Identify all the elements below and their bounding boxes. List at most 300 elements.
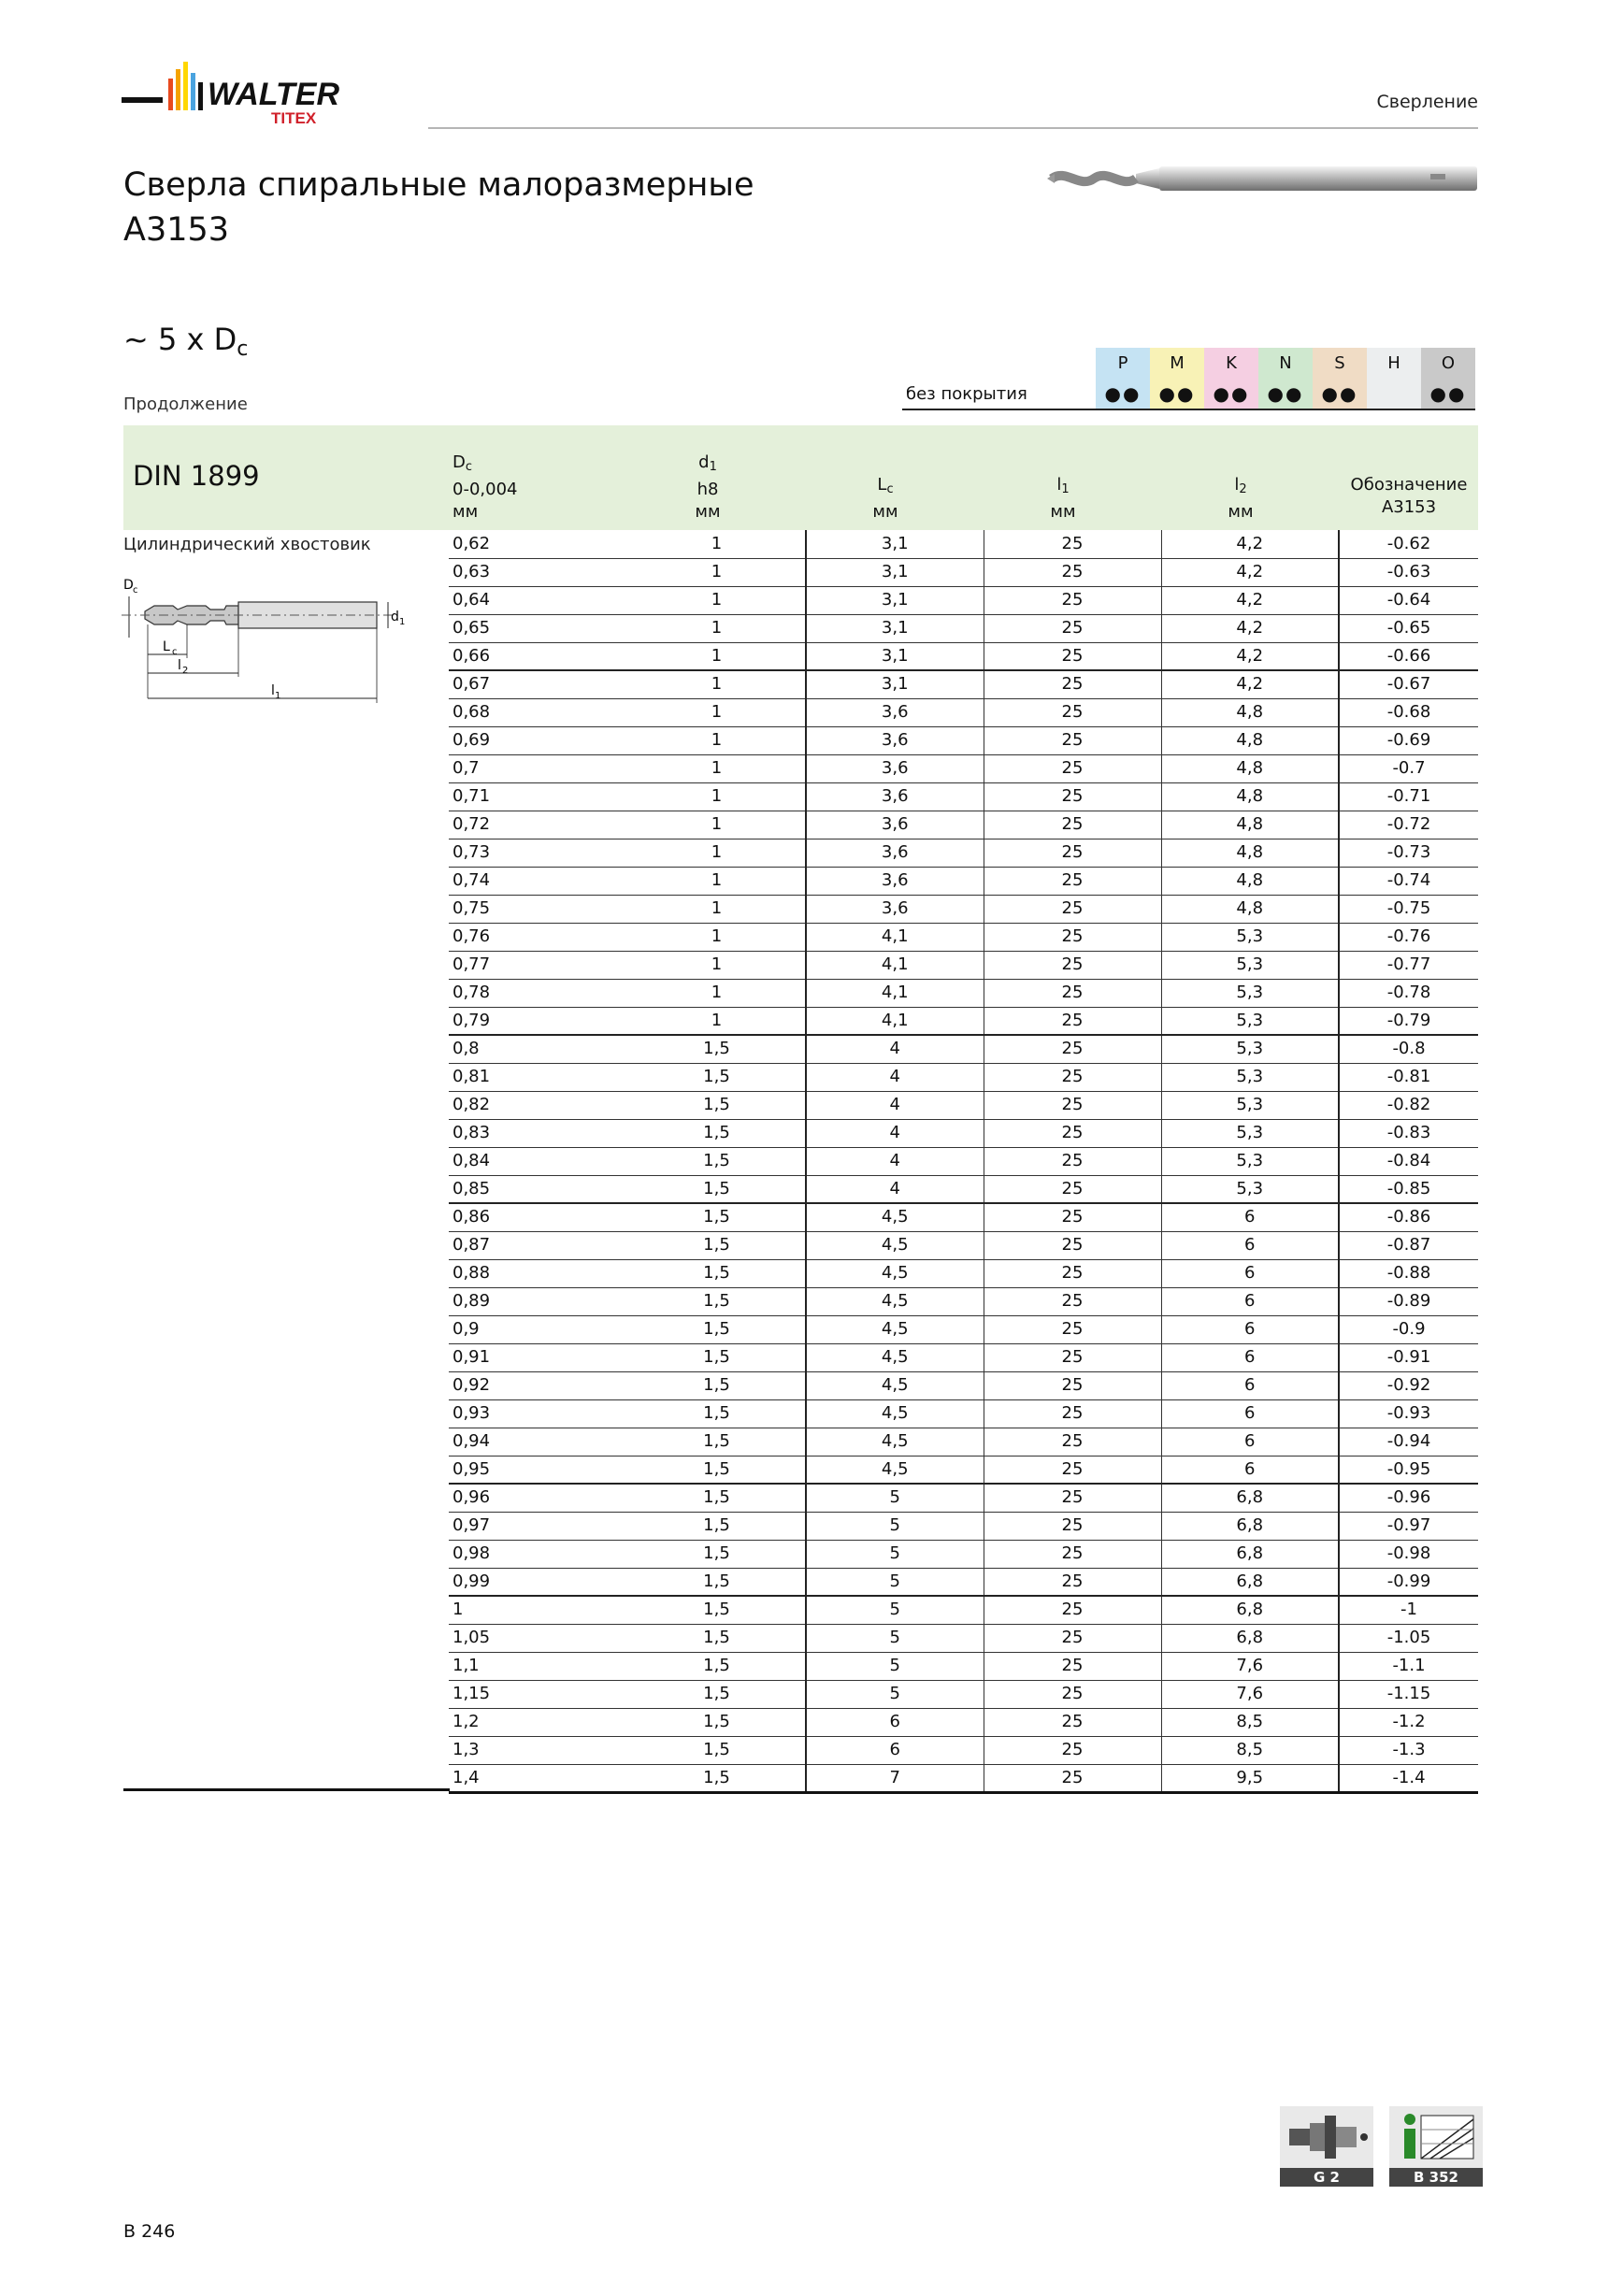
cell-l2: 4,8 — [1161, 754, 1339, 782]
cell-lc: 4,1 — [806, 923, 984, 951]
cell-designation: -1.1 — [1339, 1652, 1478, 1680]
cell-lc: 6 — [806, 1736, 984, 1764]
cell-dc: 0,96 — [449, 1484, 628, 1512]
cell-dc: 0,87 — [449, 1231, 628, 1259]
cell-l2: 6,8 — [1161, 1568, 1339, 1596]
cell-l1: 25 — [984, 1315, 1161, 1343]
cell-dc: 0,92 — [449, 1371, 628, 1399]
continuation-label: Продолжение — [123, 395, 248, 414]
cell-l1: 25 — [984, 1428, 1161, 1456]
cell-dc: 0,7 — [449, 754, 628, 782]
cell-d1: 1 — [628, 867, 806, 895]
cell-dc: 0,98 — [449, 1540, 628, 1568]
table-row — [449, 1007, 1478, 1035]
cell-d1: 1,5 — [628, 1371, 806, 1399]
cell-lc: 5 — [806, 1624, 984, 1652]
cell-l1: 25 — [984, 1063, 1161, 1091]
cell-l2: 5,3 — [1161, 951, 1339, 979]
cell-l1: 25 — [984, 1680, 1161, 1708]
cell-l2: 7,6 — [1161, 1652, 1339, 1680]
mat-s: S — [1313, 348, 1367, 379]
cell-designation: -1 — [1339, 1596, 1478, 1624]
coating-label: без покрытия — [902, 379, 1096, 409]
cell-dc: 1,15 — [449, 1680, 628, 1708]
cell-dc: 0,69 — [449, 726, 628, 754]
cell-l2: 4,8 — [1161, 839, 1339, 867]
cell-l1: 25 — [984, 1484, 1161, 1512]
table-row — [449, 811, 1478, 839]
mat-h: H — [1367, 348, 1421, 379]
cell-l1: 25 — [984, 1259, 1161, 1287]
cell-l1: 25 — [984, 642, 1161, 670]
cell-l2: 5,3 — [1161, 1175, 1339, 1203]
cell-dc: 0,84 — [449, 1147, 628, 1175]
table-row — [449, 895, 1478, 923]
cell-lc: 3,1 — [806, 642, 984, 670]
cell-d1: 1,5 — [628, 1035, 806, 1063]
cell-lc: 3,6 — [806, 698, 984, 726]
cell-designation: -0.78 — [1339, 979, 1478, 1007]
cell-d1: 1 — [628, 839, 806, 867]
cell-dc: 0,99 — [449, 1568, 628, 1596]
cell-lc: 4,5 — [806, 1371, 984, 1399]
cell-l1: 25 — [984, 670, 1161, 698]
cell-dc: 0,65 — [449, 614, 628, 642]
cell-l1: 25 — [984, 1091, 1161, 1119]
cell-designation: -0.83 — [1339, 1119, 1478, 1147]
cell-l1: 25 — [984, 558, 1161, 586]
cell-designation: -0.92 — [1339, 1371, 1478, 1399]
page-title — [123, 163, 754, 252]
table-row — [449, 867, 1478, 895]
cell-l1: 25 — [984, 1203, 1161, 1231]
badge-g2-label: G 2 — [1280, 2168, 1373, 2187]
header-divider — [428, 127, 1478, 129]
logo-brand: WALTER — [208, 77, 340, 112]
cell-lc: 4,1 — [806, 979, 984, 1007]
cell-designation: -1.3 — [1339, 1736, 1478, 1764]
cell-lc: 4,1 — [806, 1007, 984, 1035]
dots-h — [1367, 379, 1421, 409]
table-header — [123, 425, 1478, 530]
cell-designation: -0.91 — [1339, 1343, 1478, 1371]
cell-lc: 4 — [806, 1063, 984, 1091]
cell-d1: 1 — [628, 586, 806, 614]
cell-l1: 25 — [984, 979, 1161, 1007]
cell-l2: 4,2 — [1161, 586, 1339, 614]
cell-lc: 3,1 — [806, 586, 984, 614]
cell-dc: 0,88 — [449, 1259, 628, 1287]
table-row — [449, 923, 1478, 951]
table-row — [449, 1540, 1478, 1568]
cell-dc: 1,1 — [449, 1652, 628, 1680]
table-row — [449, 586, 1478, 614]
cell-designation: -0.8 — [1339, 1035, 1478, 1063]
cell-d1: 1 — [628, 923, 806, 951]
title-line1: Сверла спиральные малоразмерные — [123, 166, 754, 204]
cell-d1: 1,5 — [628, 1315, 806, 1343]
table-row — [449, 1147, 1478, 1175]
cell-l2: 4,8 — [1161, 698, 1339, 726]
table-row — [449, 782, 1478, 811]
cell-l1: 25 — [984, 1764, 1161, 1792]
page-number: B 246 — [123, 2221, 176, 2242]
cell-l2: 6 — [1161, 1315, 1339, 1343]
cell-l1: 25 — [984, 1512, 1161, 1540]
cell-designation: -0.98 — [1339, 1540, 1478, 1568]
cell-d1: 1,5 — [628, 1231, 806, 1259]
cell-designation: -0.99 — [1339, 1568, 1478, 1596]
cell-d1: 1,5 — [628, 1259, 806, 1287]
table-row — [449, 754, 1478, 782]
dots-n: ●● — [1258, 379, 1313, 409]
cell-dc: 0,77 — [449, 951, 628, 979]
cell-dc: 1,05 — [449, 1624, 628, 1652]
cell-designation: -0.79 — [1339, 1007, 1478, 1035]
cell-d1: 1 — [628, 726, 806, 754]
cell-l1: 25 — [984, 811, 1161, 839]
cell-l2: 5,3 — [1161, 1035, 1339, 1063]
cell-dc: 0,71 — [449, 782, 628, 811]
cell-l1: 25 — [984, 1624, 1161, 1652]
cell-d1: 1,5 — [628, 1287, 806, 1315]
cell-l1: 25 — [984, 1147, 1161, 1175]
cell-lc: 5 — [806, 1596, 984, 1624]
table-row — [449, 1119, 1478, 1147]
mat-p: P — [1096, 348, 1150, 379]
cell-designation: -0.88 — [1339, 1259, 1478, 1287]
cell-dc: 0,63 — [449, 558, 628, 586]
cell-l2: 4,8 — [1161, 811, 1339, 839]
table-row — [449, 951, 1478, 979]
cell-lc: 4 — [806, 1035, 984, 1063]
walter-titex-logo — [122, 62, 402, 129]
table-row — [449, 1456, 1478, 1484]
ratio-sub: c — [237, 337, 249, 361]
cell-lc: 4,5 — [806, 1231, 984, 1259]
table-row — [449, 1259, 1478, 1287]
svg-text:D: D — [123, 578, 134, 593]
table-row — [449, 1203, 1478, 1231]
cell-dc: 0,67 — [449, 670, 628, 698]
cell-d1: 1 — [628, 951, 806, 979]
mat-n: N — [1258, 348, 1313, 379]
material-matrix — [902, 348, 1475, 410]
cell-l1: 25 — [984, 1175, 1161, 1203]
dots-k: ●● — [1204, 379, 1258, 409]
cell-dc: 1,2 — [449, 1708, 628, 1736]
cell-d1: 1,5 — [628, 1484, 806, 1512]
cell-designation: -1.05 — [1339, 1624, 1478, 1652]
cell-lc: 5 — [806, 1512, 984, 1540]
cell-dc: 0,9 — [449, 1315, 628, 1343]
table-row — [449, 1035, 1478, 1063]
cell-designation: -0.94 — [1339, 1428, 1478, 1456]
cell-d1: 1 — [628, 614, 806, 642]
cell-l2: 9,5 — [1161, 1764, 1339, 1792]
cell-lc: 3,6 — [806, 839, 984, 867]
cell-dc: 0,85 — [449, 1175, 628, 1203]
cell-designation: -0.89 — [1339, 1287, 1478, 1315]
cell-l2: 6 — [1161, 1259, 1339, 1287]
cell-l1: 25 — [984, 1540, 1161, 1568]
mat-m: M — [1150, 348, 1204, 379]
cell-lc: 4,5 — [806, 1203, 984, 1231]
cell-lc: 4 — [806, 1091, 984, 1119]
cell-l1: 25 — [984, 951, 1161, 979]
cell-designation: -0.87 — [1339, 1231, 1478, 1259]
cell-d1: 1 — [628, 811, 806, 839]
cell-l2: 4,8 — [1161, 867, 1339, 895]
cell-lc: 3,1 — [806, 530, 984, 558]
cell-designation: -0.7 — [1339, 754, 1478, 782]
cell-dc: 0,78 — [449, 979, 628, 1007]
cell-designation: -0.86 — [1339, 1203, 1478, 1231]
cell-l2: 5,3 — [1161, 1007, 1339, 1035]
table-bottom-rule — [123, 1788, 450, 1791]
cell-d1: 1,5 — [628, 1540, 806, 1568]
dots-s: ●● — [1313, 379, 1367, 409]
cell-l1: 25 — [984, 1035, 1161, 1063]
info-chart-icon — [1389, 2106, 1483, 2168]
table-row — [449, 1231, 1478, 1259]
cell-l2: 6,8 — [1161, 1596, 1339, 1624]
table-row — [449, 1428, 1478, 1456]
cell-l2: 5,3 — [1161, 1063, 1339, 1091]
cell-l2: 5,3 — [1161, 1119, 1339, 1147]
cell-l1: 25 — [984, 1596, 1161, 1624]
cell-lc: 4,1 — [806, 951, 984, 979]
table-row — [449, 1736, 1478, 1764]
badge-g2[interactable] — [1280, 2106, 1373, 2187]
cell-lc: 4 — [806, 1175, 984, 1203]
cell-d1: 1 — [628, 979, 806, 1007]
cell-l1: 25 — [984, 1371, 1161, 1399]
cell-dc: 0,91 — [449, 1343, 628, 1371]
cell-lc: 5 — [806, 1680, 984, 1708]
cell-l2: 4,2 — [1161, 642, 1339, 670]
dots-p: ●● — [1096, 379, 1150, 409]
cell-designation: -0.95 — [1339, 1456, 1478, 1484]
cell-d1: 1,5 — [628, 1624, 806, 1652]
cell-l2: 4,8 — [1161, 726, 1339, 754]
cell-d1: 1,5 — [628, 1736, 806, 1764]
cell-d1: 1,5 — [628, 1147, 806, 1175]
cell-d1: 1,5 — [628, 1708, 806, 1736]
cell-d1: 1,5 — [628, 1652, 806, 1680]
table-row — [449, 642, 1478, 670]
cell-designation: -0.75 — [1339, 895, 1478, 923]
mat-k: K — [1204, 348, 1258, 379]
svg-text:l: l — [271, 683, 275, 698]
table-row — [449, 558, 1478, 586]
col-header-l1: $l_1$ мм — [1050, 475, 1076, 522]
cell-dc: 0,94 — [449, 1428, 628, 1456]
cell-l1: 25 — [984, 1343, 1161, 1371]
cell-dc: 0,83 — [449, 1119, 628, 1147]
cell-d1: 1,5 — [628, 1568, 806, 1596]
cell-l2: 6 — [1161, 1399, 1339, 1428]
cell-designation: -0.97 — [1339, 1512, 1478, 1540]
cell-d1: 1,5 — [628, 1119, 806, 1147]
cell-lc: 4,5 — [806, 1343, 984, 1371]
cell-dc: 0,93 — [449, 1399, 628, 1428]
cell-l2: 6,8 — [1161, 1540, 1339, 1568]
badge-b352[interactable] — [1389, 2106, 1483, 2187]
cell-designation: -0.82 — [1339, 1091, 1478, 1119]
cell-designation: -0.85 — [1339, 1175, 1478, 1203]
cell-l2: 6,8 — [1161, 1624, 1339, 1652]
cell-designation: -0.76 — [1339, 923, 1478, 951]
svg-text:l: l — [178, 658, 181, 673]
cell-lc: 3,6 — [806, 895, 984, 923]
cell-d1: 1,5 — [628, 1764, 806, 1792]
cell-dc: 0,64 — [449, 586, 628, 614]
table-row — [449, 1315, 1478, 1343]
cell-l1: 25 — [984, 1708, 1161, 1736]
cell-l1: 25 — [984, 698, 1161, 726]
cell-l1: 25 — [984, 754, 1161, 782]
table-row — [449, 1708, 1478, 1736]
cell-lc: 4 — [806, 1147, 984, 1175]
svg-text:1: 1 — [399, 617, 406, 627]
cell-lc: 5 — [806, 1484, 984, 1512]
cell-dc: 0,95 — [449, 1456, 628, 1484]
cell-designation: -0.96 — [1339, 1484, 1478, 1512]
shank-type-label: Цилиндрический хвостовик — [123, 535, 371, 554]
table-row — [449, 1399, 1478, 1428]
table-row — [449, 1512, 1478, 1540]
cell-dc: 0,8 — [449, 1035, 628, 1063]
col-header-l2: $l_2$ мм — [1228, 475, 1254, 522]
cell-d1: 1 — [628, 1007, 806, 1035]
table-row — [449, 1063, 1478, 1091]
cell-designation: -1.2 — [1339, 1708, 1478, 1736]
drill-dimension-drawing — [122, 572, 406, 712]
badge-b352-label: B 352 — [1389, 2168, 1483, 2187]
cell-l1: 25 — [984, 782, 1161, 811]
table-row — [449, 1343, 1478, 1371]
cell-dc: 0,86 — [449, 1203, 628, 1231]
cell-l1: 25 — [984, 726, 1161, 754]
length-ratio — [123, 322, 248, 361]
dimension-table — [449, 530, 1478, 1794]
cell-d1: 1 — [628, 895, 806, 923]
cell-l2: 4,8 — [1161, 895, 1339, 923]
cell-l1: 25 — [984, 839, 1161, 867]
cell-l1: 25 — [984, 1652, 1161, 1680]
cell-d1: 1,5 — [628, 1343, 806, 1371]
cell-l1: 25 — [984, 586, 1161, 614]
table-row — [449, 979, 1478, 1007]
table-row — [449, 1484, 1478, 1512]
cell-lc: 4,5 — [806, 1428, 984, 1456]
cell-l1: 25 — [984, 530, 1161, 558]
cell-dc: 0,66 — [449, 642, 628, 670]
cell-designation: -0.74 — [1339, 867, 1478, 895]
cell-l1: 25 — [984, 1007, 1161, 1035]
cell-d1: 1,5 — [628, 1399, 806, 1428]
cell-d1: 1,5 — [628, 1175, 806, 1203]
cell-dc: 1,3 — [449, 1736, 628, 1764]
cell-d1: 1,5 — [628, 1203, 806, 1231]
table-row — [449, 1624, 1478, 1652]
col-header-d1: $d_1$ h8 мм — [695, 452, 721, 522]
cell-l2: 5,3 — [1161, 979, 1339, 1007]
cell-dc: 0,79 — [449, 1007, 628, 1035]
cell-dc: 1 — [449, 1596, 628, 1624]
cell-l2: 6 — [1161, 1343, 1339, 1371]
table-row — [449, 1175, 1478, 1203]
cell-designation: -0.68 — [1339, 698, 1478, 726]
cell-dc: 0,97 — [449, 1512, 628, 1540]
cell-d1: 1,5 — [628, 1456, 806, 1484]
cell-dc: 0,89 — [449, 1287, 628, 1315]
cell-dc: 0,75 — [449, 895, 628, 923]
cell-lc: 5 — [806, 1568, 984, 1596]
cell-lc: 4,5 — [806, 1287, 984, 1315]
cell-lc: 3,6 — [806, 782, 984, 811]
table-row — [449, 1371, 1478, 1399]
cell-lc: 3,6 — [806, 867, 984, 895]
cell-dc: 0,73 — [449, 839, 628, 867]
cell-l2: 4,2 — [1161, 530, 1339, 558]
cell-lc: 6 — [806, 1708, 984, 1736]
cell-l2: 6 — [1161, 1287, 1339, 1315]
cell-l2: 8,5 — [1161, 1708, 1339, 1736]
cell-d1: 1 — [628, 558, 806, 586]
logo-sub-brand: TITEX — [271, 109, 317, 127]
cell-dc: 0,81 — [449, 1063, 628, 1091]
cell-dc: 0,82 — [449, 1091, 628, 1119]
cell-l1: 25 — [984, 1399, 1161, 1428]
cell-dc: 1,4 — [449, 1764, 628, 1792]
tool-holder-icon — [1280, 2106, 1373, 2168]
cell-d1: 1 — [628, 754, 806, 782]
mat-o: O — [1421, 348, 1475, 379]
cell-dc: 0,76 — [449, 923, 628, 951]
table-row — [449, 698, 1478, 726]
cell-designation: -0.93 — [1339, 1399, 1478, 1428]
cell-l1: 25 — [984, 1231, 1161, 1259]
cell-l1: 25 — [984, 1119, 1161, 1147]
table-row — [449, 1091, 1478, 1119]
svg-text:c: c — [172, 647, 178, 657]
table-row — [449, 530, 1478, 558]
col-header-lc: $L_c$ мм — [872, 475, 898, 522]
ratio-text: ~ 5 x D — [123, 322, 237, 357]
cell-designation: -0.66 — [1339, 642, 1478, 670]
cell-dc: 0,74 — [449, 867, 628, 895]
cell-d1: 1 — [628, 698, 806, 726]
cell-l1: 25 — [984, 614, 1161, 642]
cell-lc: 3,1 — [806, 670, 984, 698]
svg-text:1: 1 — [275, 691, 281, 701]
cell-l2: 5,3 — [1161, 923, 1339, 951]
table-row — [449, 670, 1478, 698]
cell-lc: 4,5 — [806, 1315, 984, 1343]
cell-designation: -1.4 — [1339, 1764, 1478, 1792]
table-row — [449, 726, 1478, 754]
cell-designation: -0.64 — [1339, 586, 1478, 614]
cell-designation: -0.72 — [1339, 811, 1478, 839]
cell-dc: 0,68 — [449, 698, 628, 726]
cell-l1: 25 — [984, 1456, 1161, 1484]
cell-designation: -0.65 — [1339, 614, 1478, 642]
cell-designation: -0.67 — [1339, 670, 1478, 698]
table-row — [449, 1596, 1478, 1624]
dots-o: ●● — [1421, 379, 1475, 409]
